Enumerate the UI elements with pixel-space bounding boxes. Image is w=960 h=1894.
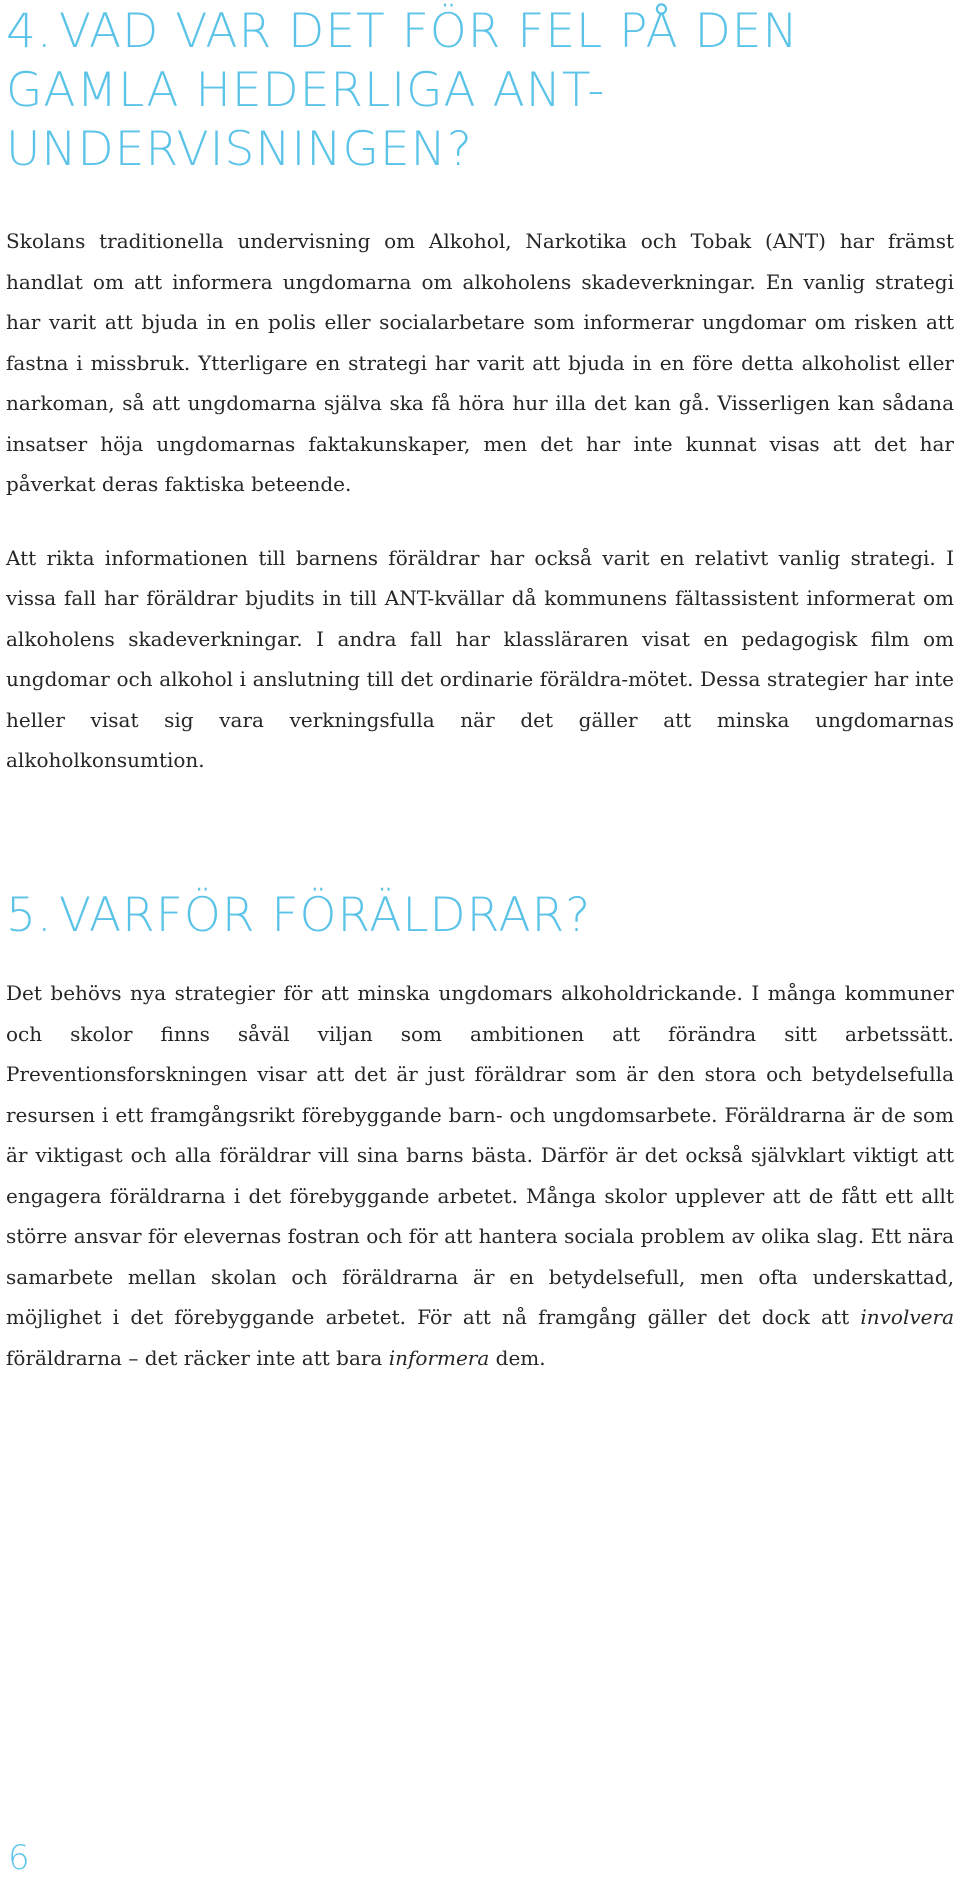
section-5-text-end: dem. <box>489 1345 546 1370</box>
section-5-text-mid: föräldrarna – det räcker inte att bara <box>6 1345 389 1370</box>
section-4 <box>6 2 954 781</box>
section-5-heading <box>6 886 954 945</box>
section-5-paragraph <box>6 973 954 1378</box>
emphasis-involvera: involvera <box>860 1305 954 1329</box>
section-4-heading <box>6 2 954 179</box>
section-4-paragraph-2: Att rikta informationen till barnens föräldrar har också varit en relativt vanlig strategi. I vissa fall har föräldrar bjudits in till ANT-kvällar då kommunens fältassistent informerat om alkoholens skadeverkningar. I andra fall har klassläraren visat en pedagogisk film om ungdomar och alkohol i anslutning till det ordinarie föräldra-mötet. Dessa strategier har inte heller visat sig vara verkningsfulla när det gäller att minska ungdomarnas alkoholkonsumtion. <box>6 545 954 772</box>
section-5-body <box>6 973 954 1378</box>
section-4-title: VAD VAR DET FÖR FEL PÅ DEN GAMLA HEDERLIGA ANT-UNDERVISNINGEN? <box>6 4 799 177</box>
section-5-title: VARFÖR FÖRÄLDRAR? <box>58 888 592 943</box>
emphasis-informera: informera <box>388 1345 490 1370</box>
section-5-text-main: Det behövs nya strategier för att minska ungdomars alkoholdrickande. I många kommuner och skolor finns såväl viljan som ambitionen att förändra sitt arbetssätt. Preventionsforskningen visar att det är just föräldrar som är den stora och betydelsefulla resursen i ett framgångsrikt förebyggande barn- och ungdomsarbete. Föräldrarna är de som är viktigast och alla föräldrar vill sina barns bästa. Därför är det också självklart viktigt att engagera föräldrarna i det förebyggande arbetet. Många skolor upplever att de fått ett allt större ansvar för elevernas fostran och för att hantera sociala problem av olika slag. Ett nära samarbete mellan skolan och föräldrarna är en betydelsefull, men ofta underskattad, möjlighet i det förebyggande arbetet. För att nå framgång gäller det dock att <box>6 981 954 1329</box>
page-number: 6 <box>8 1838 30 1878</box>
section-4-body <box>6 221 954 781</box>
section-5 <box>6 886 954 1378</box>
section-4-paragraph-1: Skolans traditionella undervisning om Alkohol, Narkotika och Tobak (ANT) har främst handlat om att informera ungdomarna om alkoholens skadeverkningar. En vanlig strategi har varit att bjuda in en polis eller socialarbetare som informerar ungdomar om risken att fastna i missbruk. Ytterligare en strategi har varit att bjuda in en före detta alkoholist eller narkoman, så att ungdomarna själva ska få höra hur illa det kan gå. Visserligen kan sådana insatser höja ungdomarnas faktakunskaper, men det har inte kunnat visas att det har påverkat deras faktiska beteende. <box>6 229 954 496</box>
section-4-number: 4. <box>6 4 53 59</box>
section-5-number: 5. <box>6 888 53 943</box>
